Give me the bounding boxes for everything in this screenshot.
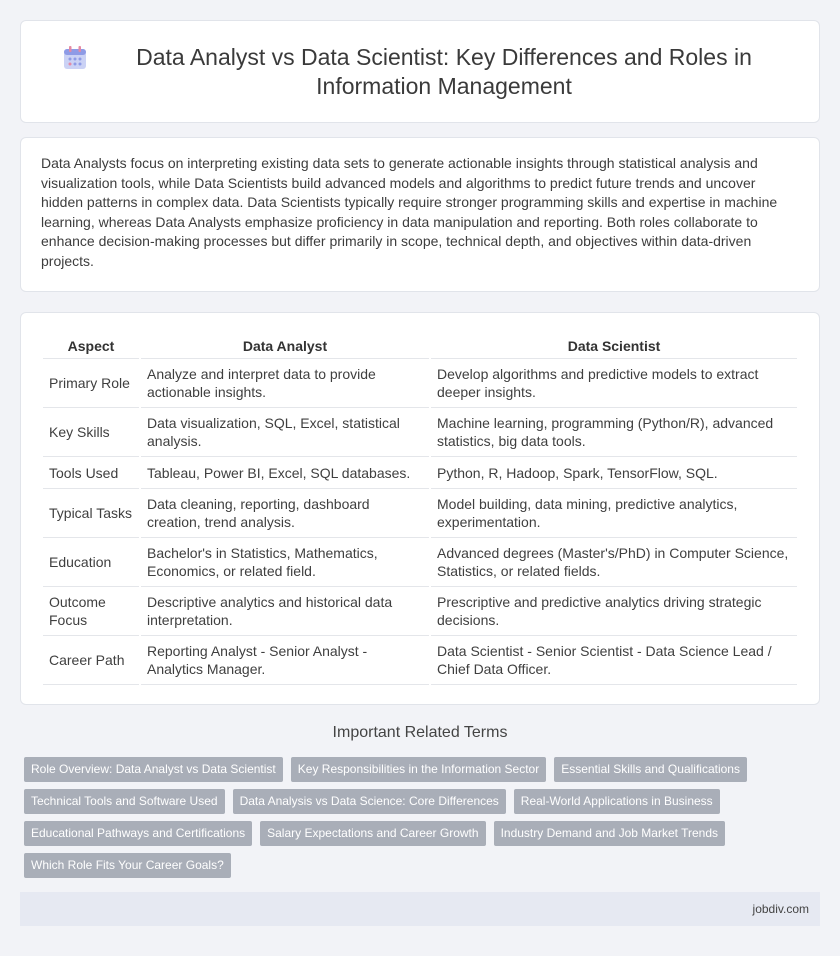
related-term-tag[interactable]: Essential Skills and Qualifications — [554, 757, 747, 782]
row-aspect: Typical Tasks — [43, 489, 139, 538]
summary-card — [20, 137, 820, 292]
row-aspect: Outcome Focus — [43, 587, 139, 636]
row-scientist-cell: Machine learning, programming (Python/R), advanced statistics, big data tools. — [431, 408, 797, 457]
row-analyst-cell: Analyze and interpret data to provide actionable insights. — [141, 359, 429, 408]
table-row — [43, 538, 797, 587]
related-terms-list — [24, 757, 820, 885]
column-header-data-analyst: Data Analyst — [141, 333, 429, 359]
related-term-tag[interactable]: Role Overview: Data Analyst vs Data Scientist — [24, 757, 283, 782]
row-scientist-cell: Advanced degrees (Master's/PhD) in Computer Science, Statistics, or related fields. — [431, 538, 797, 587]
row-analyst-cell: Tableau, Power BI, Excel, SQL databases. — [141, 457, 429, 489]
row-scientist-cell: Model building, data mining, predictive analytics, experimentation. — [431, 489, 797, 538]
comparison-table — [41, 333, 799, 685]
related-term-tag[interactable]: Salary Expectations and Career Growth — [260, 821, 485, 846]
related-term-tag[interactable]: Educational Pathways and Certifications — [24, 821, 252, 846]
row-scientist-cell: Develop algorithms and predictive models to extract deeper insights. — [431, 359, 797, 408]
summary-paragraph: Data Analysts focus on interpreting existing data sets to generate actionable insights through statistical analysis and visualization tools, while Data Scientists build advanced models and algorithms to predict future trends and uncover hidden patterns in complex data. Data Scientists typically require stronger programming skills and expertise in machine learning, whereas Data Analysts emphasize proficiency in data manipulation and reporting. Both roles collaborate to enhance decision-making processes but differ primarily in scope, technical depth, and objectives within data-driven projects. — [41, 155, 778, 269]
table-row — [43, 587, 797, 636]
row-aspect: Tools Used — [43, 457, 139, 489]
comparison-table-card — [20, 312, 820, 705]
row-scientist-cell: Data Scientist - Senior Scientist - Data Science Lead / Chief Data Officer. — [431, 636, 797, 685]
row-analyst-cell: Descriptive analytics and historical data interpretation. — [141, 587, 429, 636]
table-row — [43, 359, 797, 408]
table-row — [43, 408, 797, 457]
table-row — [43, 489, 797, 538]
table-row — [43, 636, 797, 685]
row-analyst-cell: Reporting Analyst - Senior Analyst - Analytics Manager. — [141, 636, 429, 685]
column-header-data-scientist: Data Scientist — [431, 333, 797, 359]
row-scientist-cell: Prescriptive and predictive analytics driving strategic decisions. — [431, 587, 797, 636]
related-term-tag[interactable]: Data Analysis vs Data Science: Core Differences — [233, 789, 506, 814]
footer — [20, 892, 820, 926]
related-term-tag[interactable]: Key Responsibilities in the Information Sector — [291, 757, 546, 782]
footer-site-link[interactable]: jobdiv.com — [752, 902, 809, 916]
related-terms-heading: Important Related Terms — [332, 724, 508, 741]
row-analyst-cell: Data cleaning, reporting, dashboard creation, trend analysis. — [141, 489, 429, 538]
header-card — [20, 20, 820, 123]
row-aspect: Career Path — [43, 636, 139, 685]
row-analyst-cell: Bachelor's in Statistics, Mathematics, Economics, or related field. — [141, 538, 429, 587]
related-term-tag[interactable]: Industry Demand and Job Market Trends — [494, 821, 725, 846]
calendar-icon — [61, 44, 89, 72]
related-term-tag[interactable]: Real-World Applications in Business — [514, 789, 720, 814]
row-analyst-cell: Data visualization, SQL, Excel, statistical analysis. — [141, 408, 429, 457]
related-term-tag[interactable]: Technical Tools and Software Used — [24, 789, 225, 814]
related-term-tag[interactable]: Which Role Fits Your Career Goals? — [24, 853, 231, 878]
row-scientist-cell: Python, R, Hadoop, Spark, TensorFlow, SQL. — [431, 457, 797, 489]
row-aspect: Primary Role — [43, 359, 139, 408]
row-aspect: Education — [43, 538, 139, 587]
table-header-row — [43, 333, 797, 359]
row-aspect: Key Skills — [43, 408, 139, 457]
table-row — [43, 457, 797, 489]
page-title: Data Analyst vs Data Scientist: Key Differences and Roles in Information Management — [136, 43, 752, 99]
column-header-aspect: Aspect — [43, 333, 139, 359]
